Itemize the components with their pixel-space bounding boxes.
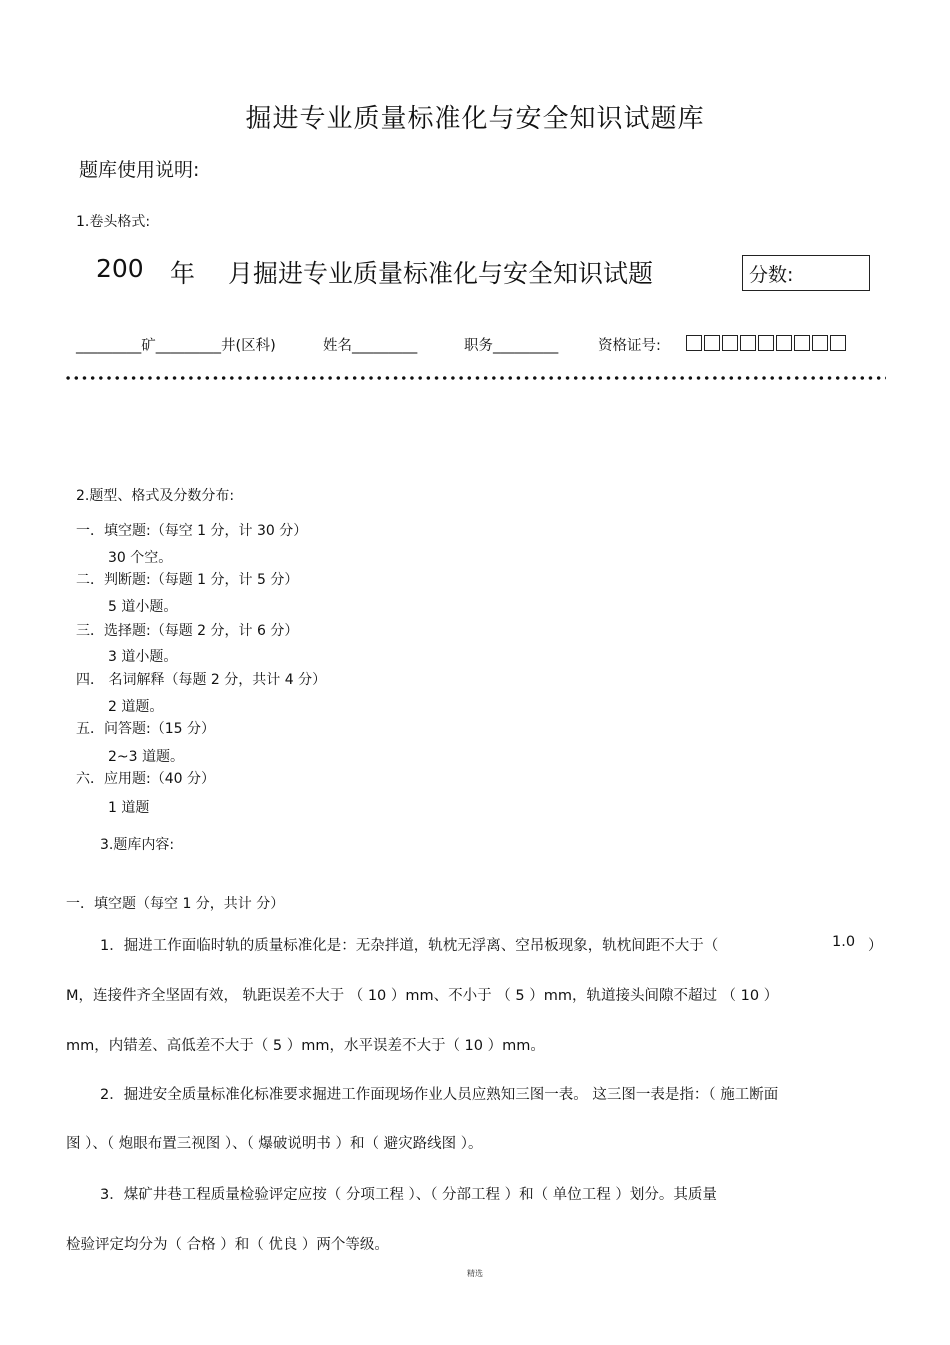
info-mine: _________矿_________井(区科) [76,338,276,354]
q1-line2: M，连接件齐全坚固有效， 轨距误差不大于 （ 10 ）mm、不小于 （ 5 ）mm，轨道接头间隙不超过 （ 10 ） [66,988,779,1004]
cert-digit-box [812,335,828,351]
type-line: 五．问答题:（15 分） [76,721,215,737]
fill-blank-heading: 一．填空题（每空 1 分，共计 分） [66,896,285,912]
cert-digit-box [776,335,792,351]
dotted-cut-line [64,376,886,380]
type-sub: 2 道题。 [108,699,164,715]
q1-line3: mm，内错差、高低差不大于（ 5 ）mm，水平误差不大于（ 10 ）mm。 [66,1038,545,1054]
cert-number-boxes [686,335,846,351]
section-question-types: 2.题型、格式及分数分布: [76,488,235,504]
score-box [742,255,870,291]
header-year-char: 年 [170,259,196,288]
usage-heading: 题库使用说明: [79,159,200,181]
document-title: 掘进专业质量标准化与安全知识试题库 [245,104,705,134]
cert-digit-box [830,335,846,351]
q1-line1: 1．掘进工作面临时轨的质量标准化是：无杂拌道，轨枕无浮离、空吊板现象，轨枕间距不大于（ [100,938,719,954]
section-bank-content: 3.题库内容: [100,837,175,853]
cert-digit-box [794,335,810,351]
score-label: 分数: [749,264,794,286]
page-footer: 精选 [467,1269,483,1278]
type-line: 四． 名词解释（每题 2 分，共计 4 分） [76,672,327,688]
header-year: 200 [96,254,144,283]
header-exam-title: 月掘进专业质量标准化与安全知识试题 [228,259,654,288]
type-line: 六．应用题:（40 分） [76,771,215,787]
cert-digit-box [722,335,738,351]
type-line: 一．填空题:（每空 1 分，计 30 分） [76,523,308,539]
info-job: 职务_________ [464,338,559,354]
q2-line2: 图 ）、（ 炮眼布置三视图 ）、（ 爆破说明书 ）和（ 避灾路线图 ）。 [66,1136,483,1152]
type-sub: 5 道小题。 [108,599,178,615]
type-sub: 3 道小题。 [108,649,178,665]
info-cert: 资格证号: [598,338,661,354]
cert-digit-box [704,335,720,351]
type-sub: 1 道题 [108,800,150,816]
type-line: 二．判断题:（每题 1 分，计 5 分） [76,572,299,588]
cert-digit-box [740,335,756,351]
q3-line1: 3．煤矿井巷工程质量检验评定应按（ 分项工程 ）、（ 分部工程 ）和（ 单位工程 ）划分。其质量 [100,1187,717,1203]
cert-digit-box [686,335,702,351]
q1-paren: ） [868,938,883,954]
type-sub: 30 个空。 [108,550,173,566]
q1-answer: 1.0 [832,934,856,950]
cert-digit-box [758,335,774,351]
type-line: 三．选择题:（每题 2 分，计 6 分） [76,623,299,639]
type-sub: 2~3 道题。 [108,749,184,765]
info-name: 姓名_________ [323,338,418,354]
q3-line2: 检验评定均分为（ 合格 ）和（ 优良 ）两个等级。 [66,1237,389,1253]
q2-line1: 2．掘进安全质量标准化标准要求掘进工作面现场作业人员应熟知三图一表。 这三图一表是指：（ 施工断面 [100,1087,779,1103]
section-exam-header-format: 1.卷头格式: [76,214,151,230]
